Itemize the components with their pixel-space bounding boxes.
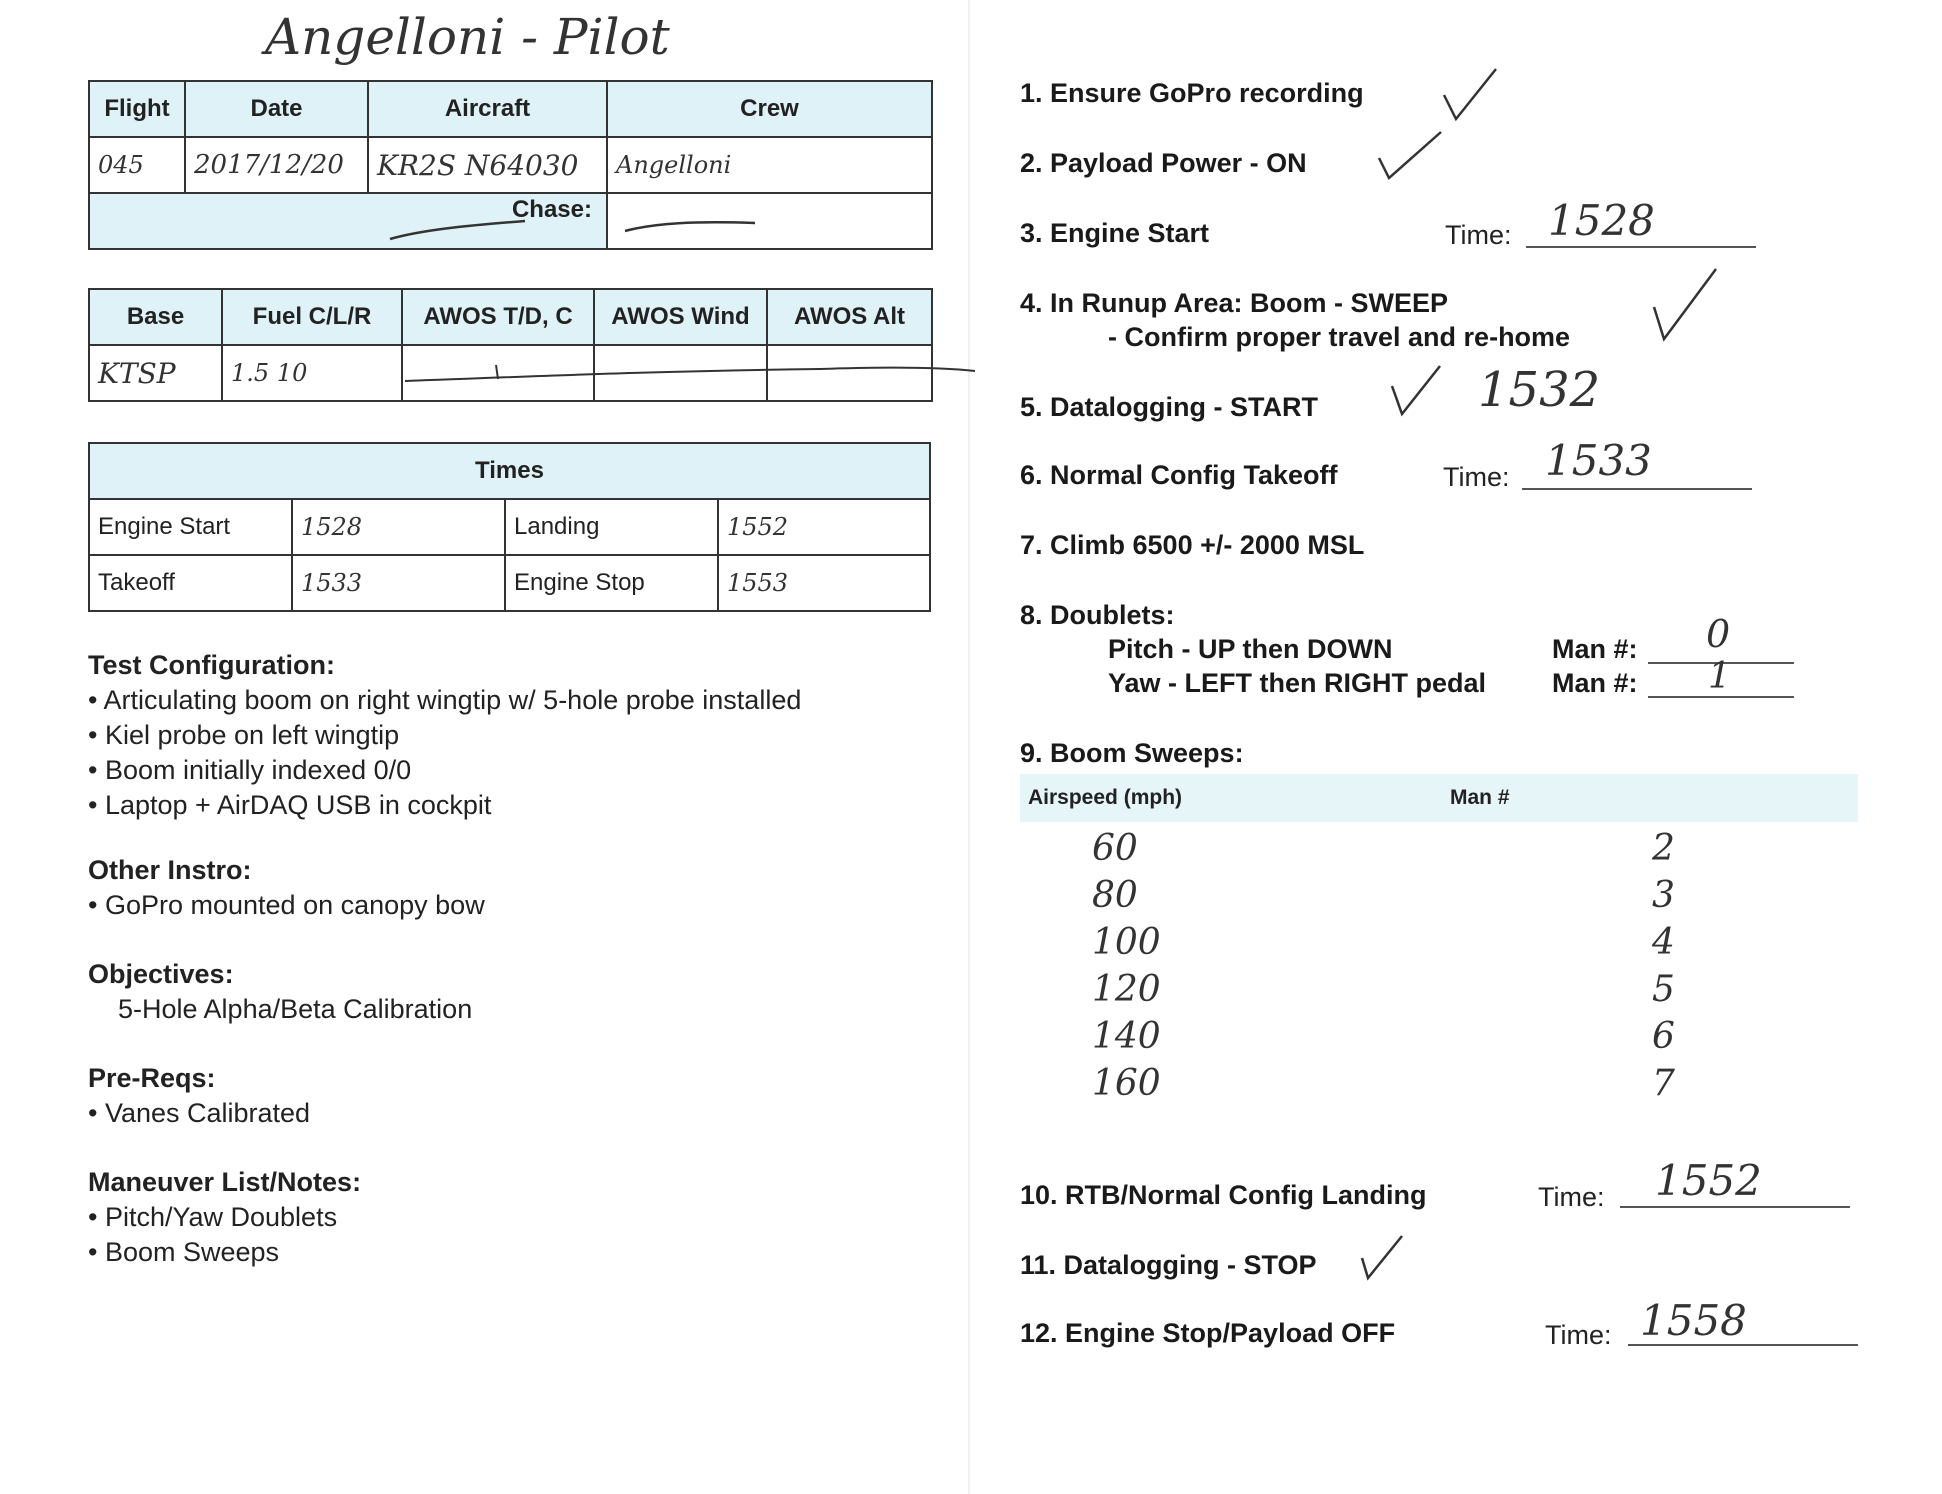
prereqs-section: [88, 1061, 310, 1131]
flight-value: 045: [89, 137, 185, 193]
awos-scribble: [400, 355, 980, 385]
checkmark-icon: [1375, 128, 1445, 183]
boom-sweep-airspeed: 140: [1092, 1016, 1161, 1057]
landing-label: Landing: [505, 499, 718, 555]
boom-sweep-airspeed: 100: [1092, 922, 1161, 963]
engine-stop-value: 1553: [718, 555, 930, 611]
aircraft-header: Aircraft: [368, 81, 607, 137]
engine-stop-label: Engine Stop: [505, 555, 718, 611]
step-10: 10. RTB/Normal Config Landing: [1020, 1180, 1427, 1210]
boom-sweep-airspeed: 80: [1092, 875, 1138, 916]
handwritten-pilot-name: Angelloni - Pilot: [265, 8, 670, 66]
objectives-section: [88, 957, 472, 1027]
time-label: Time:: [1443, 462, 1510, 492]
step-8: 8. Doublets:: [1020, 600, 1175, 630]
takeoff-value: 1533: [292, 555, 505, 611]
fuel-header: Fuel C/L/R: [222, 289, 402, 345]
landing-value: 1552: [718, 499, 930, 555]
test-config-item: • Laptop + AirDAQ USB in cockpit: [88, 790, 492, 820]
crew-value: Angelloni: [607, 137, 932, 193]
page-fold: [968, 0, 970, 1494]
checkmark-icon: [1650, 265, 1720, 345]
engine-start-label: Engine Start: [89, 499, 292, 555]
maneuver-item: • Pitch/Yaw Doublets: [88, 1202, 338, 1232]
man-label: Man #:: [1552, 668, 1638, 698]
other-instro-section: [88, 853, 485, 923]
pitch-man-number: 0: [1706, 612, 1731, 656]
test-config-item: • Articulating boom on right wingtip w/ 5-hole probe installed: [88, 685, 802, 715]
checkmark-icon: [1388, 362, 1448, 422]
doublet-pitch: Pitch - UP then DOWN: [1108, 634, 1393, 664]
time-line: [1620, 1206, 1850, 1208]
test-config-item: • Boom initially indexed 0/0: [88, 755, 412, 785]
engine-start-time: 1528: [1548, 196, 1655, 245]
maneuvers-section: [88, 1165, 361, 1270]
step-2: 2. Payload Power - ON: [1020, 148, 1307, 178]
checkmark-icon: [1358, 1232, 1408, 1282]
boom-sweep-airspeed: 160: [1092, 1063, 1161, 1104]
test-config-item: • Kiel probe on left wingtip: [88, 720, 400, 750]
boom-sweep-man-number: 7: [1652, 1063, 1675, 1104]
times-title: Times: [89, 443, 930, 499]
prereqs-heading: Pre-Reqs:: [88, 1063, 216, 1093]
step-7: 7. Climb 6500 +/- 2000 MSL: [1020, 530, 1365, 560]
step-4: 4. In Runup Area: Boom - SWEEP: [1020, 288, 1449, 318]
engine-start-value: 1528: [292, 499, 505, 555]
test-configuration-section: [88, 648, 801, 823]
test-configuration-heading: Test Configuration:: [88, 650, 335, 680]
time-label: Time:: [1545, 1320, 1612, 1350]
time-line: [1522, 488, 1752, 490]
objectives-heading: Objectives:: [88, 959, 234, 989]
awos-alt-header: AWOS Alt: [767, 289, 932, 345]
boom-sweep-airspeed: 60: [1092, 828, 1138, 869]
step-9: 9. Boom Sweeps:: [1020, 738, 1244, 768]
boom-sweep-man-number: 2: [1652, 828, 1675, 869]
date-header: Date: [185, 81, 368, 137]
man-column-header: Man #: [1450, 786, 1510, 809]
boom-sweep-man-number: 3: [1652, 875, 1675, 916]
yaw-man-number: 1: [1708, 656, 1731, 697]
times-table: [88, 442, 931, 612]
step-11: 11. Datalogging - STOP: [1020, 1250, 1317, 1280]
landing-time: 1552: [1655, 1156, 1762, 1205]
step-5: 5. Datalogging - START: [1020, 392, 1318, 422]
takeoff-time: 1533: [1545, 436, 1652, 485]
checkmark-icon: [1440, 65, 1500, 125]
prereqs-item: • Vanes Calibrated: [88, 1098, 311, 1128]
other-instro-heading: Other Instro:: [88, 855, 252, 885]
step-3: 3. Engine Start: [1020, 218, 1210, 248]
base-value: KTSP: [89, 345, 222, 401]
maneuvers-heading: Maneuver List/Notes:: [88, 1167, 362, 1197]
aircraft-value: KR2S N64030: [368, 137, 607, 193]
step-1: 1. Ensure GoPro recording: [1020, 78, 1364, 108]
chase-label: Chase:: [511, 196, 592, 223]
boom-sweep-man-number: 6: [1652, 1016, 1675, 1057]
step-12: 12. Engine Stop/Payload OFF: [1020, 1318, 1396, 1348]
chase-scribble: [385, 205, 935, 245]
airspeed-column-header: Airspeed (mph): [1028, 786, 1183, 809]
takeoff-label: Takeoff: [89, 555, 292, 611]
time-line: [1526, 246, 1756, 248]
flight-header: Flight: [89, 81, 185, 137]
time-label: Time:: [1445, 220, 1512, 250]
awos-td-header: AWOS T/D, C: [402, 289, 594, 345]
base-header: Base: [89, 289, 222, 345]
other-instro-item: • GoPro mounted on canopy bow: [88, 890, 485, 920]
date-value: 2017/12/20: [185, 137, 368, 193]
datalogging-start-time: 1532: [1478, 362, 1601, 418]
step-4-sub: - Confirm proper travel and re-home: [1108, 322, 1571, 352]
awos-wind-header: AWOS Wind: [594, 289, 767, 345]
man-label: Man #:: [1552, 634, 1638, 664]
step-6: 6. Normal Config Takeoff: [1020, 460, 1338, 490]
crew-header: Crew: [607, 81, 932, 137]
boom-sweep-man-number: 4: [1652, 922, 1675, 963]
objectives-item: 5-Hole Alpha/Beta Calibration: [118, 994, 473, 1024]
fuel-value: 1.5 10: [222, 345, 402, 401]
engine-stop-time: 1558: [1640, 1296, 1747, 1345]
doublet-yaw: Yaw - LEFT then RIGHT pedal: [1108, 668, 1487, 698]
time-label: Time:: [1538, 1182, 1605, 1212]
boom-sweep-man-number: 5: [1652, 969, 1675, 1010]
maneuver-item: • Boom Sweeps: [88, 1237, 280, 1267]
boom-sweep-airspeed: 120: [1092, 969, 1161, 1010]
boom-sweeps-header: [1020, 774, 1858, 822]
